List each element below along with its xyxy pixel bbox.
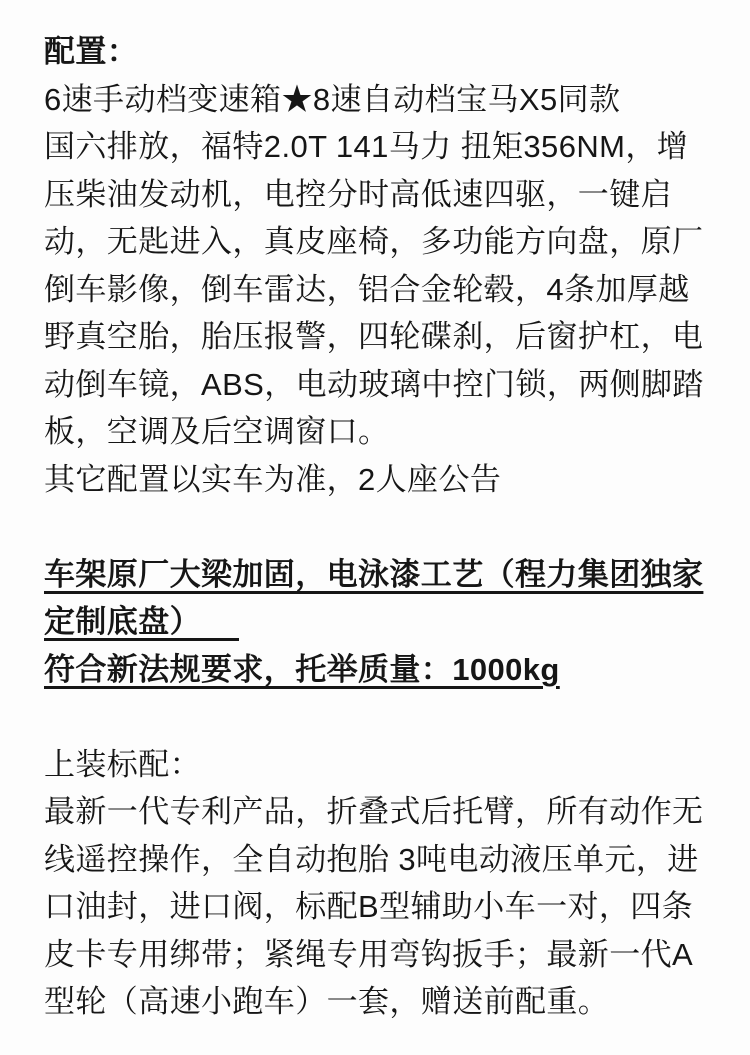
config-body-line-1: 国六排放，福特2.0T 141马力 扭矩356NM，增: [44, 129, 689, 164]
chassis-line-1-text: 车架原厂大梁加固，电泳漆工艺（程力集团独家: [44, 556, 704, 592]
config-body-line-2: 压柴油发动机，电控分时高低速四驱，一键启: [44, 176, 672, 212]
config-body-line-5: 野真空胎，胎压报警，四轮碟刹，后窗护杠，电: [44, 319, 704, 354]
config-body-line-7: 板，空调及后空调窗口。: [44, 414, 390, 449]
chassis-line-2-text: 定制底盘）: [44, 604, 201, 639]
chassis-line-2: [44, 598, 710, 646]
upper-body-line-4: 皮卡专用绑带；紧绳专用弯钩扳手；最新一代A: [44, 936, 694, 972]
section-gap: [44, 503, 710, 551]
upper-body-line-2: 线遥控操作，全自动抱胎 3吨电动液压单元，进: [44, 841, 699, 877]
underline-tail: [201, 638, 239, 641]
section-gap: [44, 693, 710, 741]
chassis-line-3: [44, 646, 710, 694]
upper-body-line-1: 最新一代专利产品，折叠式后托臂，所有动作无: [44, 794, 704, 829]
lift-capacity-text: 符合新法规要求，托举质量：1000kg: [44, 651, 560, 687]
upper-body-line-5: 型轮（高速小跑车）一套，赠送前配重。: [44, 984, 610, 1019]
config-body-line-3: 动，无匙进入，真皮座椅，多功能方向盘，原厂: [44, 224, 704, 259]
transmission-headline: 6速手动档变速箱★8速自动档宝马X5同款: [44, 81, 621, 117]
config-note-line: 其它配置以实车为准，2人座公告: [44, 461, 502, 497]
config-section-heading: 配置：: [44, 34, 139, 69]
upper-body-line-3: 口油封，进口阀，标配B型辅助小车一对，四条: [44, 889, 694, 924]
config-body-line-4: 倒车影像，倒车雷达，铝合金轮毂，4条加厚越: [44, 271, 690, 307]
config-body-line-6: 动倒车镜，ABS，电动玻璃中控门锁，两侧脚踏: [44, 366, 704, 402]
upper-section-heading: 上装标配：: [44, 746, 201, 782]
chassis-line-1: [44, 551, 710, 599]
